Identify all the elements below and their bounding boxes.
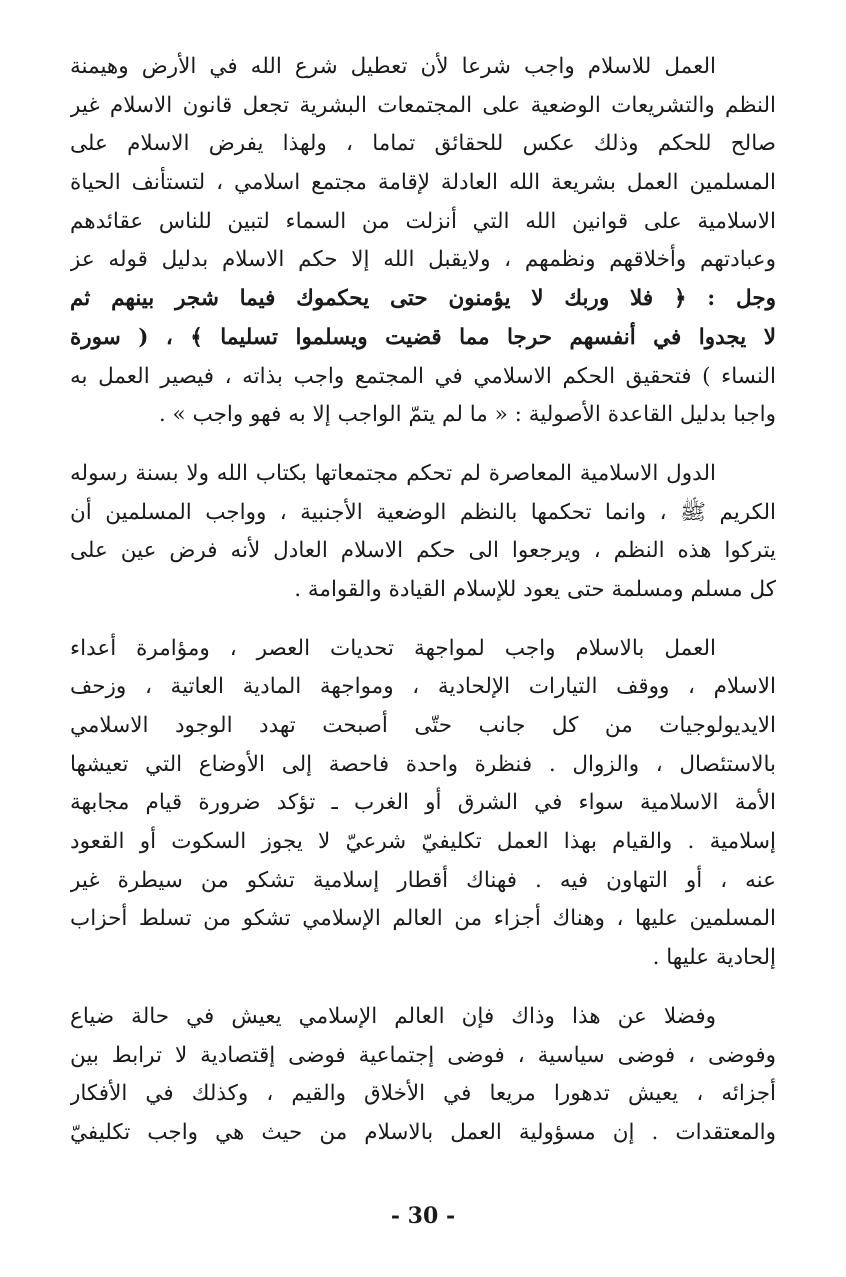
text-line: وفوضى ، فوضى سياسية ، فوضى إجتماعية فوضى إقتصادية لا ترابط بين <box>70 1042 776 1068</box>
text-line: الكريم ﷺ ، وانما تحكمها بالنظم الوضعية الأجنبية ، وواجب المسلمين أن <box>70 499 776 525</box>
text-line: إسلامية . والقيام بهذا العمل تكليفيّ شرعيّ لا يجوز السكوت أو القعود <box>70 829 776 855</box>
quran-verse-line: وجل : ﴿ فلا وربك لا يؤمنون حتى يحكموك فيما شجر بينهم ثم <box>70 286 776 312</box>
paragraph-2 <box>70 455 776 610</box>
text-line: العمل للاسلام واجب شرعا لأن تعطيل شرع الله في الأرض وهيمنة <box>70 54 716 79</box>
text-line: والمعتقدات . إن مسؤولية العمل بالاسلام من حيث هي واجب تكليفيّ <box>70 1119 776 1145</box>
text-line: وفضلا عن هذا وذاك فإن العالم الإسلامي يعيش في حالة ضياع <box>70 1003 716 1029</box>
text-line: العمل بالاسلام واجب لمواجهة تحديات العصر ، ومؤامرة أعداء <box>70 635 716 661</box>
text-line: كل مسلم ومسلمة حتى يعود للإسلام القيادة والقوامة . <box>294 576 776 602</box>
text-line: النساء ) فتحقيق الحكم الاسلامي في المجتمع واجب بذاته ، فيصير العمل به <box>70 363 776 389</box>
text-line: صالح للحكم وذلك عكس للحقائق تماما ، ولهذا يفرض الاسلام على <box>70 131 776 157</box>
text-line: الاسلام ، ووقف التيارات الإلحادية ، ومواجهة المادية العاتية ، وزحف <box>70 674 776 700</box>
text-line: إلحادية عليها . <box>652 945 776 971</box>
page-number: - 30 - <box>390 1203 456 1229</box>
text-line: أجزائه ، يعيش تدهورا مريعا في الأخلاق والقيم ، وكذلك في الأفكار <box>70 1081 776 1107</box>
paragraph-4 <box>70 998 776 1153</box>
paragraph-1 <box>70 48 776 435</box>
quran-verse-line: لا يجدوا في أنفسهم حرجا مما قضيت ويسلموا تسليما ﴾ ، ( سورة <box>70 324 776 350</box>
text-line: الدول الاسلامية المعاصرة لم تحكم مجتمعاتها بكتاب الله ولا بسنة رسوله <box>70 460 716 486</box>
page-body <box>70 48 776 1173</box>
paragraph-3 <box>70 630 776 978</box>
text-line: الايديولوجيات من كل جانب حتّى أصبحت تهدد الوجود الاسلامي <box>70 713 776 738</box>
text-line: عنه ، أو التهاون فيه . فهناك أقطار إسلامية تشكو من سيطرة غير <box>70 867 776 893</box>
text-line: بالاستئصال ، والزوال . فنظرة واحدة فاحصة إلى الأوضاع التي تعيشها <box>70 751 776 777</box>
text-line: يتركوا هذه النظم ، ويرجعوا الى حكم الاسلام العادل لأنه فرض عين على <box>70 538 776 564</box>
text-line: الاسلامية على قوانين الله التي أنزلت من السماء لتبين للناس عقائدهم <box>70 208 776 234</box>
text-line: المسلمين العمل بشريعة الله العادلة لإقامة مجتمع اسلامي ، لتستأنف الحياة <box>70 170 776 196</box>
text-line: واجبا بدليل القاعدة الأصولية : « ما لم يتمّ الواجب إلا به فهو واجب » . <box>158 402 776 428</box>
text-line: النظم والتشريعات الوضعية على المجتمعات البشرية تجعل قانون الاسلام غير <box>70 92 776 118</box>
text-line: وعبادتهم وأخلاقهم ونظمهم ، ولايقبل الله إلا حكم الاسلام بدليل قوله عز <box>70 247 776 273</box>
text-line: الأمة الاسلامية سواء في الشرق أو الغرب ـ تؤكد ضرورة قيام مجابهة <box>70 790 776 816</box>
text-line: المسلمين عليها ، وهناك أجزاء من العالم الإسلامي تشكو من تسلط أحزاب <box>70 906 776 932</box>
